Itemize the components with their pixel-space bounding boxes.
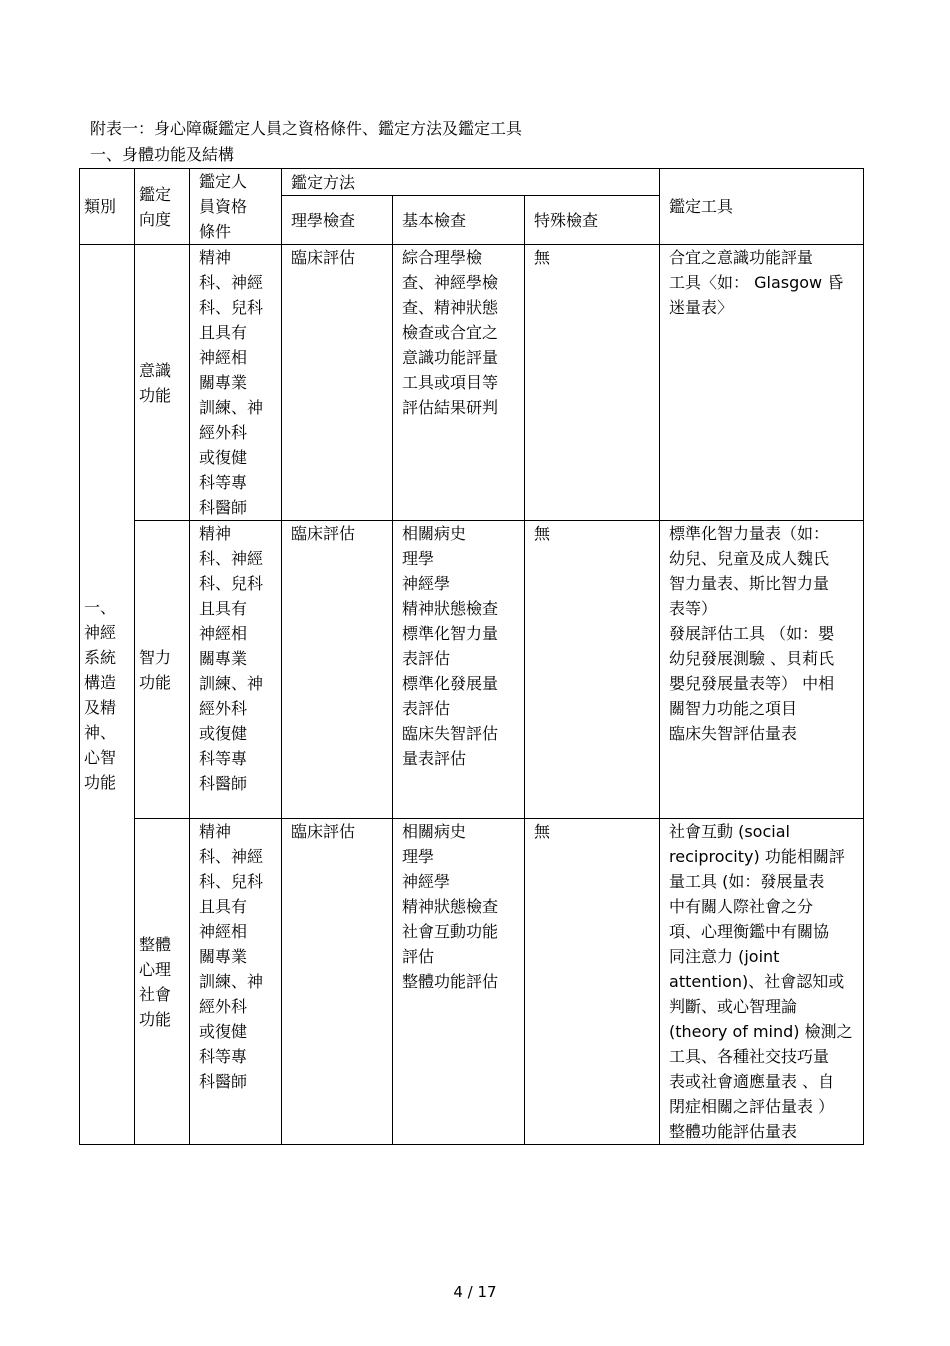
header-qualification: 鑑定人 員資格 條件 bbox=[190, 169, 282, 245]
page-number: 4 / 17 bbox=[453, 1283, 497, 1301]
section-title: 一、身體功能及結構 bbox=[90, 145, 235, 164]
tools-cell: 合宜之意識功能評量 工具〈如： Glasgow 昏 迷量表〉 bbox=[660, 245, 864, 521]
physical-exam-cell: 臨床評估 bbox=[282, 245, 393, 521]
dimension-cell: 整體 心理 社會 功能 bbox=[135, 819, 190, 1145]
header-category: 類別 bbox=[80, 169, 135, 245]
table-row bbox=[80, 521, 864, 819]
header-physical-exam: 理學檢查 bbox=[282, 196, 393, 245]
table-row bbox=[80, 819, 864, 1145]
special-exam-cell: 無 bbox=[525, 245, 660, 521]
header-special-exam: 特殊檢查 bbox=[525, 196, 660, 245]
basic-exam-cell: 相關病史 理學 神經學 精神狀態檢查 社會互動功能 評估 整體功能評估 bbox=[393, 819, 525, 1145]
qualification-cell: 精神 科、神經 科、兒科 且具有 神經相 關專業 訓練、神 經外科 或復健 科等專 科醫師 bbox=[190, 245, 282, 521]
special-exam-cell: 無 bbox=[525, 819, 660, 1145]
header-tools: 鑑定工具 bbox=[660, 169, 864, 245]
physical-exam-cell: 臨床評估 bbox=[282, 521, 393, 819]
basic-exam-cell: 相關病史 理學 神經學 精神狀態檢查 標準化智力量 表評估 標準化發展量 表評估 臨床失智評估 量表評估 bbox=[393, 521, 525, 819]
header-basic-exam: 基本檢查 bbox=[393, 196, 525, 245]
tools-cell: 標準化智力量表（如： 幼兒、兒童及成人魏氏 智力量表、斯比智力量 表等） 發展評估工具 （如：嬰 幼兒發展測驗 、貝莉氏 嬰兒發展量表等） 中相 關智力功能之項目 臨床失智評估量表 bbox=[660, 521, 864, 819]
table-row bbox=[80, 245, 864, 521]
header-method: 鑑定方法 bbox=[282, 169, 660, 196]
tools-cell: 社會互動 (social reciprocity) 功能相關評 量工具 (如：發展量表 中有關人際社會之分 項、心理衡鑑中有關協 同注意力 (joint attention)、社會認知或 判斷、或心智理論 (theory of mind) 檢測之 工具、各種社交技巧量 表或社會適應量表 、自 閉症相關之評估量表 ） 整體功能評估量表 bbox=[660, 819, 864, 1145]
dimension-cell: 意識 功能 bbox=[135, 245, 190, 521]
special-exam-cell: 無 bbox=[525, 521, 660, 819]
dimension-cell: 智力 功能 bbox=[135, 521, 190, 819]
category-cell: 一、 神經 系統 構造 及精 神、 心智 功能 bbox=[80, 245, 135, 1145]
qualification-cell: 精神 科、神經 科、兒科 且具有 神經相 關專業 訓練、神 經外科 或復健 科等專 科醫師 bbox=[190, 819, 282, 1145]
criteria-table bbox=[79, 168, 864, 1145]
basic-exam-cell: 綜合理學檢 查、神經學檢 查、精神狀態 檢查或合宜之 意識功能評量 工具或項目等 評估結果研判 bbox=[393, 245, 525, 521]
qualification-cell: 精神 科、神經 科、兒科 且具有 神經相 關專業 訓練、神 經外科 或復健 科等專 科醫師 bbox=[190, 521, 282, 819]
physical-exam-cell: 臨床評估 bbox=[282, 819, 393, 1145]
header-dimension: 鑑定 向度 bbox=[135, 169, 190, 245]
page-heading: 附表一：身心障礙鑑定人員之資格條件、鑑定方法及鑑定工具 bbox=[90, 119, 523, 138]
